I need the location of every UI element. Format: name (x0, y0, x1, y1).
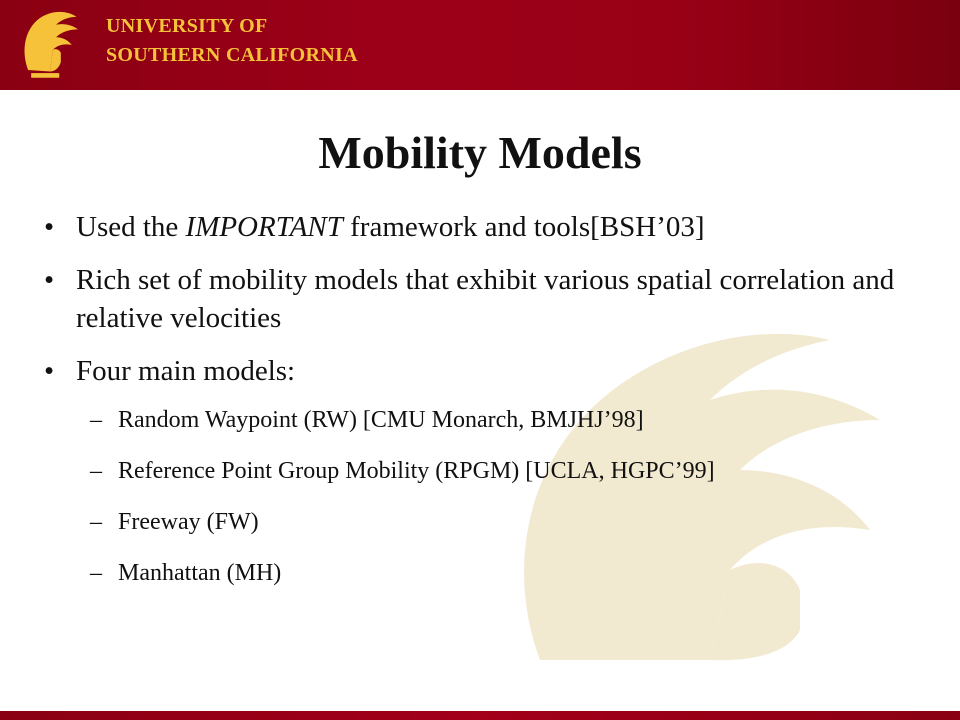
slide-title: Mobility Models (318, 127, 642, 178)
bullet-dot: • (44, 355, 55, 387)
bullet-dot: • (44, 211, 55, 243)
trojan-head-icon (14, 6, 92, 84)
footer-bar (0, 711, 960, 720)
sub-dash: – (90, 509, 102, 535)
sub-dash: – (90, 560, 102, 586)
subitem-manhattan (44, 558, 924, 588)
subitem-text: Freeway (FW) (118, 509, 259, 535)
subitem-text: Manhattan (MH) (118, 560, 282, 586)
subitem-text: Reference Point Group Mobility (RPGM) [UCLA, HGPC’99] (118, 458, 715, 484)
bullet-text-emphasis: IMPORTANT (185, 211, 343, 243)
slide-content (44, 208, 924, 609)
bullet-four-models (44, 352, 924, 390)
bullet-dot: • (44, 264, 55, 296)
university-line-2: SOUTHERN CALIFORNIA (106, 44, 358, 66)
bullet-text: Rich set of mobility models that exhibit various spatial correlation and relative velocities (76, 264, 895, 334)
subitem-freeway (44, 507, 924, 537)
bullet-mobility-models (44, 261, 924, 337)
sub-dash: – (90, 407, 102, 433)
university-name (106, 12, 358, 70)
subitem-random-waypoint (44, 405, 924, 435)
university-line-1: UNIVERSITY OF (106, 15, 268, 37)
bullet-text-suffix: framework and tools[BSH’03] (342, 211, 705, 243)
header-banner (0, 0, 960, 90)
sub-dash: – (90, 458, 102, 484)
subitem-rpgm (44, 456, 924, 486)
subitem-text: Random Waypoint (RW) [CMU Monarch, BMJHJ’98] (118, 407, 644, 433)
bullet-text: Four main models: (76, 355, 296, 387)
bullet-text-prefix: Used the (76, 211, 186, 243)
bullet-important-framework (44, 208, 924, 246)
